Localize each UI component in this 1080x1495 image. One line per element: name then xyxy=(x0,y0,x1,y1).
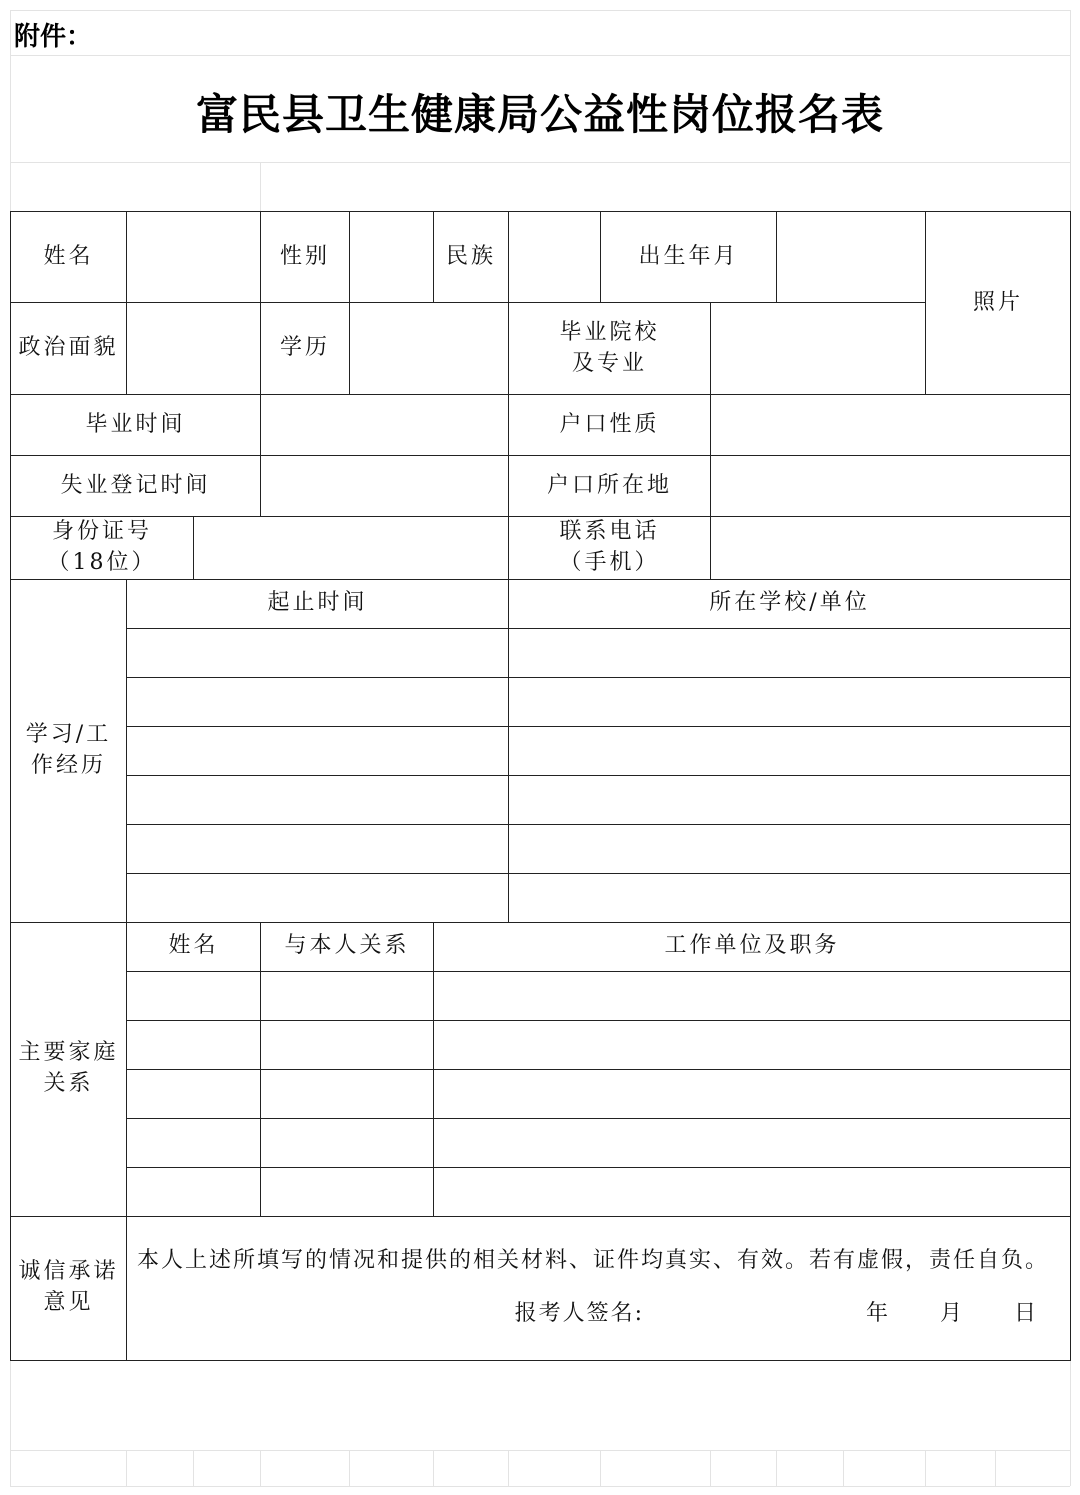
form-title: 富民县卫生健康局公益性岗位报名表 xyxy=(195,90,884,139)
gender-label: 性别 xyxy=(261,212,350,303)
gridline xyxy=(1070,1354,1071,1486)
gridline xyxy=(10,55,1070,56)
school-major-label-line2: 及专业 xyxy=(571,350,647,376)
phone-label xyxy=(509,517,711,580)
year-label: 年 xyxy=(866,1301,892,1327)
gridline xyxy=(843,1450,844,1486)
attachment-label: 附件： xyxy=(14,22,93,52)
family-work-field[interactable] xyxy=(434,971,1071,1020)
hukou-type-label: 户口性质 xyxy=(509,395,711,456)
family-col-name: 姓名 xyxy=(127,922,261,971)
table-row xyxy=(11,873,1071,922)
family-name-field[interactable] xyxy=(127,971,261,1020)
gridline xyxy=(10,10,1070,11)
family-section-label xyxy=(11,922,127,1216)
experience-unit-field[interactable] xyxy=(509,824,1071,873)
experience-period-field[interactable] xyxy=(127,628,509,677)
family-relation-field[interactable] xyxy=(261,1020,434,1069)
experience-label-line1: 学习/工 xyxy=(25,721,112,747)
school-major-label xyxy=(509,303,711,395)
table-row xyxy=(11,775,1071,824)
education-label: 学历 xyxy=(261,303,350,395)
family-relation-field[interactable] xyxy=(261,1069,434,1118)
unemployment-label: 失业登记时间 xyxy=(11,456,261,517)
grad-time-label: 毕业时间 xyxy=(11,395,261,456)
promise-content[interactable] xyxy=(127,1216,1071,1360)
month-label: 月 xyxy=(940,1301,966,1327)
phone-field[interactable] xyxy=(711,517,1071,580)
gridline xyxy=(433,1450,434,1486)
hukou-type-field[interactable] xyxy=(711,395,1071,456)
gridline xyxy=(508,1450,509,1486)
table-row xyxy=(11,824,1071,873)
birth-field[interactable] xyxy=(777,212,926,303)
day-label: 日 xyxy=(1014,1301,1040,1327)
gridline xyxy=(10,1450,1070,1451)
family-label-line2: 关系 xyxy=(43,1071,94,1097)
family-name-field[interactable] xyxy=(127,1069,261,1118)
registration-form xyxy=(10,211,1071,1361)
gridline xyxy=(10,1354,11,1486)
experience-section-label xyxy=(11,579,127,922)
table-row xyxy=(11,628,1071,677)
hukou-location-field[interactable] xyxy=(711,456,1071,517)
family-col-relation: 与本人关系 xyxy=(261,922,434,971)
table-row xyxy=(11,971,1071,1020)
table-row xyxy=(11,1118,1071,1167)
table-row xyxy=(11,1020,1071,1069)
politics-label: 政治面貌 xyxy=(11,303,127,395)
photo-label: 照片 xyxy=(973,289,1024,315)
experience-unit-field[interactable] xyxy=(509,677,1071,726)
gridline xyxy=(776,1450,777,1486)
experience-label-line2: 作经历 xyxy=(30,752,106,778)
unemployment-field[interactable] xyxy=(261,456,509,517)
family-col-work: 工作单位及职务 xyxy=(434,922,1071,971)
school-major-field[interactable] xyxy=(711,303,926,395)
ethnicity-field[interactable] xyxy=(509,212,601,303)
gridline xyxy=(260,162,261,211)
family-work-field[interactable] xyxy=(434,1118,1071,1167)
gridline xyxy=(126,1450,127,1486)
experience-unit-field[interactable] xyxy=(509,775,1071,824)
gridline xyxy=(349,1450,350,1486)
family-work-field[interactable] xyxy=(434,1167,1071,1216)
signature-line xyxy=(127,1299,1070,1330)
gridline xyxy=(10,1486,1070,1487)
experience-col-period: 起止时间 xyxy=(127,579,509,628)
id-number-label-line2: （18位） xyxy=(47,549,157,575)
id-number-field[interactable] xyxy=(194,517,509,580)
family-name-field[interactable] xyxy=(127,1167,261,1216)
gridline xyxy=(925,1450,926,1486)
education-field[interactable] xyxy=(350,303,509,395)
ethnicity-label: 民族 xyxy=(434,212,509,303)
promise-section-label xyxy=(11,1216,127,1360)
experience-period-field[interactable] xyxy=(127,824,509,873)
promise-label-line2: 意见 xyxy=(43,1290,94,1316)
signature-label: 报考人签名: xyxy=(514,1301,645,1327)
experience-col-unit: 所在学校/单位 xyxy=(509,579,1071,628)
name-field[interactable] xyxy=(127,212,261,303)
experience-period-field[interactable] xyxy=(127,873,509,922)
gridline xyxy=(260,1450,261,1486)
experience-unit-field[interactable] xyxy=(509,726,1071,775)
table-row xyxy=(11,1167,1071,1216)
experience-period-field[interactable] xyxy=(127,726,509,775)
table-row xyxy=(11,726,1071,775)
id-number-label-line1: 身份证号 xyxy=(51,519,152,544)
hukou-location-label: 户口所在地 xyxy=(509,456,711,517)
family-relation-field[interactable] xyxy=(261,1118,434,1167)
family-label-line1: 主要家庭 xyxy=(18,1040,119,1066)
gridline xyxy=(193,1450,194,1486)
school-major-label-line1: 毕业院校 xyxy=(559,319,660,345)
table-row xyxy=(11,677,1071,726)
family-relation-field[interactable] xyxy=(261,1167,434,1216)
name-label: 姓名 xyxy=(11,212,127,303)
gridline xyxy=(710,1450,711,1486)
birth-label: 出生年月 xyxy=(601,212,777,303)
gender-field[interactable] xyxy=(350,212,434,303)
family-work-field[interactable] xyxy=(434,1020,1071,1069)
gridline xyxy=(600,1450,601,1486)
experience-period-field[interactable] xyxy=(127,775,509,824)
phone-label-line2: （手机） xyxy=(559,549,660,575)
promise-statement: 本人上述所填写的情况和提供的相关材料、证件均真实、有效。若有虚假，责任自负。 xyxy=(137,1248,1050,1274)
photo-cell[interactable] xyxy=(926,212,1071,395)
promise-label-line1: 诚信承诺 xyxy=(18,1259,119,1285)
family-name-field[interactable] xyxy=(127,1020,261,1069)
experience-period-field[interactable] xyxy=(127,677,509,726)
grad-time-field[interactable] xyxy=(261,395,509,456)
experience-unit-field[interactable] xyxy=(509,628,1071,677)
experience-unit-field[interactable] xyxy=(509,873,1071,922)
gridline xyxy=(10,162,1070,163)
table-row xyxy=(11,1069,1071,1118)
phone-label-line1: 联系电话 xyxy=(559,519,660,544)
family-work-field[interactable] xyxy=(434,1069,1071,1118)
politics-field[interactable] xyxy=(127,303,261,395)
gridline xyxy=(995,1450,996,1486)
id-number-label xyxy=(11,517,194,580)
family-relation-field[interactable] xyxy=(261,971,434,1020)
family-name-field[interactable] xyxy=(127,1118,261,1167)
